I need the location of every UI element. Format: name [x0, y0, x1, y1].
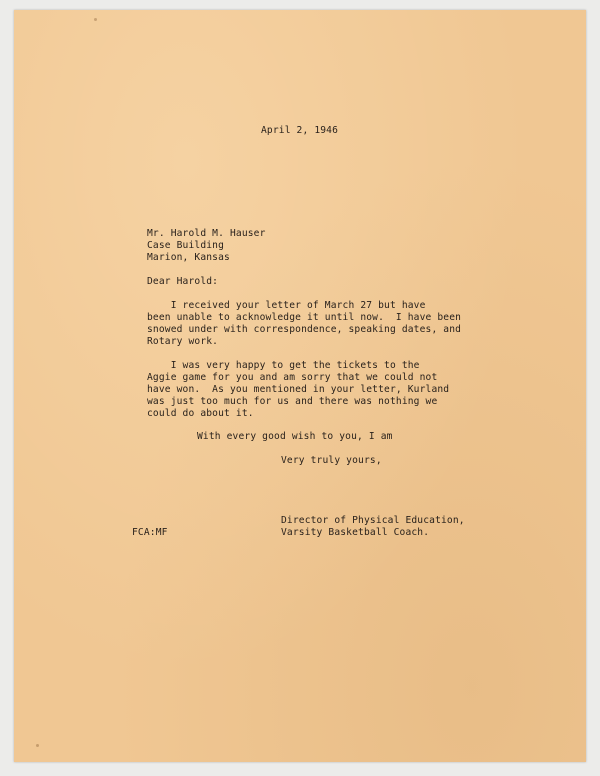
- paragraph-line: snowed under with correspondence, speaking dates, and: [147, 324, 462, 335]
- paper-speck: [36, 744, 39, 747]
- paragraph-line: Aggie game for you and am sorry that we could not: [147, 372, 438, 383]
- typist-initials: FCA:MF: [132, 527, 168, 538]
- paper-speck: [94, 18, 97, 21]
- paragraph-line: I received your letter of March 27 but have: [147, 300, 426, 311]
- address-line: Mr. Harold M. Hauser: [147, 228, 266, 239]
- letter-page: [14, 10, 586, 762]
- complimentary-close: Very truly yours,: [281, 455, 382, 466]
- paragraph-line: Rotary work.: [147, 336, 219, 347]
- signature-title-line: Director of Physical Education,: [281, 515, 465, 526]
- closing-wish: With every good wish to you, I am: [197, 431, 393, 442]
- address-line: Case Building: [147, 240, 225, 251]
- paragraph-line: could do about it.: [147, 408, 254, 419]
- paragraph-line: I was very happy to get the tickets to the: [147, 360, 420, 371]
- paragraph-line: been unable to acknowledge it until now. I have been: [147, 312, 462, 323]
- salutation: Dear Harold:: [147, 276, 219, 287]
- paragraph-line: was just too much for us and there was nothing we: [147, 396, 438, 407]
- address-line: Marion, Kansas: [147, 252, 230, 263]
- signature-title-line: Varsity Basketball Coach.: [281, 527, 430, 538]
- letter-date: April 2, 1946: [261, 125, 339, 136]
- paragraph-line: have won. As you mentioned in your letter, Kurland: [147, 384, 450, 395]
